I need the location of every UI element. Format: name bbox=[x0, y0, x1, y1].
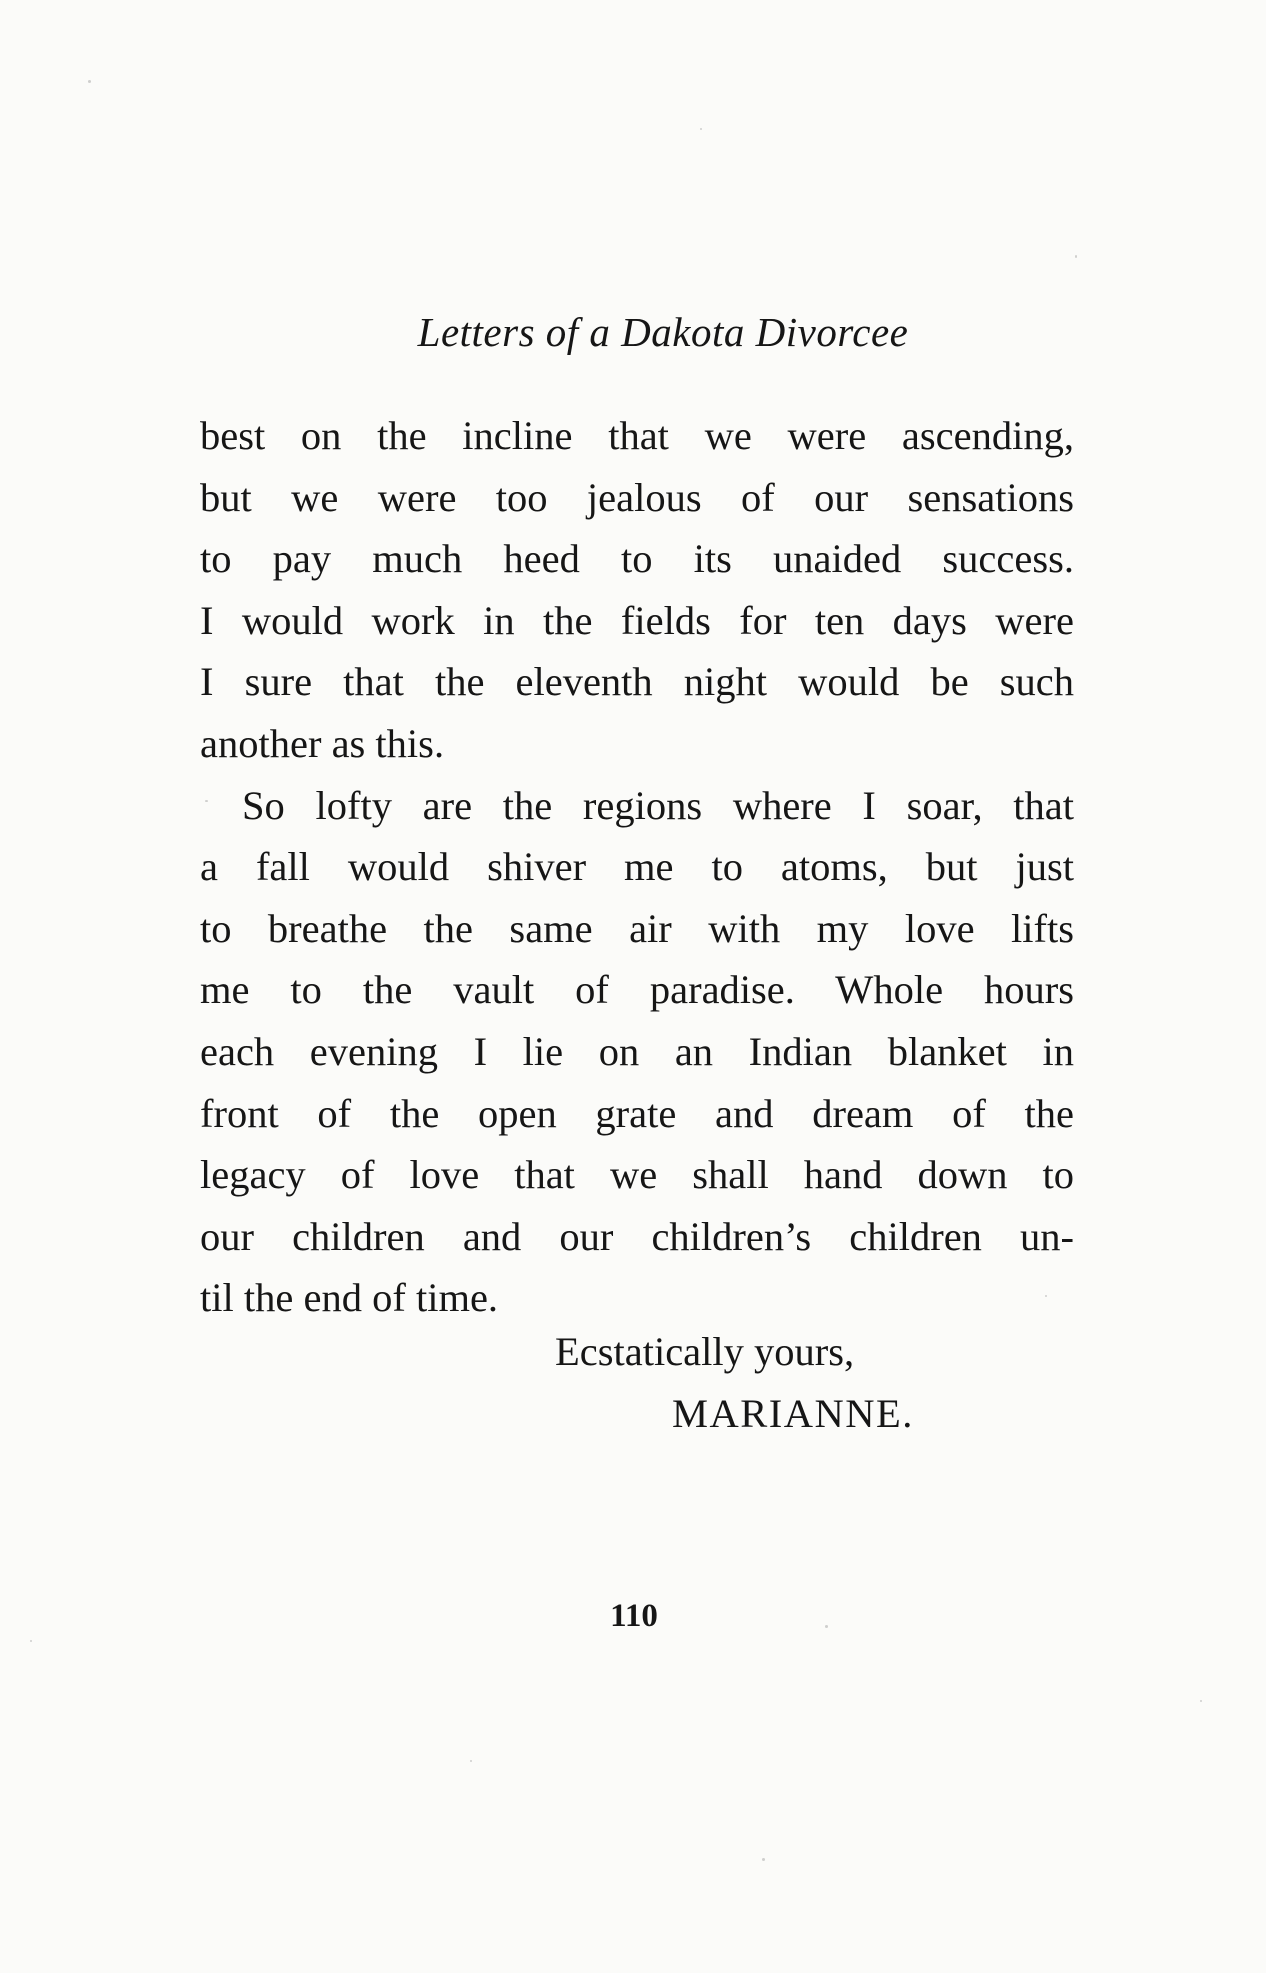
paragraph-2-line-3: to breathe the same air with my love lifts bbox=[200, 905, 1074, 951]
letter-closing: Ecstatically yours, bbox=[555, 1329, 855, 1374]
paper-speck bbox=[30, 1640, 32, 1642]
running-head: Letters of a Dakota Divorcee bbox=[417, 309, 909, 355]
paragraph-1-line-4: I would work in the fields for ten days were bbox=[200, 597, 1074, 643]
paper-speck bbox=[1200, 1700, 1202, 1702]
paragraph-1-line-3: to pay much heed to its unaided success. bbox=[200, 536, 1074, 582]
paragraph-2-line-9: til the end of time. bbox=[200, 1275, 499, 1321]
paragraph-2-line-5: each evening I lie on an Indian blanket in bbox=[200, 1028, 1074, 1074]
paragraph-1-line-5: I sure that the eleventh night would be such bbox=[200, 659, 1074, 705]
paragraph-1-line-6: another as this. bbox=[200, 720, 445, 766]
paper-speck bbox=[762, 1858, 765, 1861]
letter-body bbox=[200, 405, 1074, 1329]
letter-signature: MARIANNE. bbox=[672, 1391, 914, 1436]
paper-speck bbox=[88, 80, 91, 83]
paper-speck bbox=[1045, 1295, 1047, 1297]
paragraph-2-line-7: legacy of love that we shall hand down to bbox=[200, 1152, 1074, 1198]
paper-speck bbox=[1075, 255, 1077, 258]
page-number: 110 bbox=[610, 1598, 658, 1634]
paragraph-2-line-6: front of the open grate and dream of the bbox=[200, 1090, 1074, 1136]
paper-speck bbox=[825, 1625, 828, 1628]
paragraph-2-line-2: a fall would shiver me to atoms, but just bbox=[200, 844, 1074, 890]
paragraph-2-line-8: our children and our children’s children un- bbox=[200, 1213, 1074, 1259]
paper-speck bbox=[205, 800, 208, 802]
paragraph-1-line-2: but we were too jealous of our sensations bbox=[200, 474, 1074, 520]
paragraph-1-line-1: best on the incline that we were ascending, bbox=[200, 413, 1074, 458]
paper-speck bbox=[700, 128, 702, 130]
paper-speck bbox=[470, 1760, 472, 1762]
paragraph-2-line-4: me to the vault of paradise. Whole hours bbox=[200, 967, 1074, 1013]
paragraph-2-line-1: So lofty are the regions where I soar, that bbox=[242, 782, 1074, 828]
